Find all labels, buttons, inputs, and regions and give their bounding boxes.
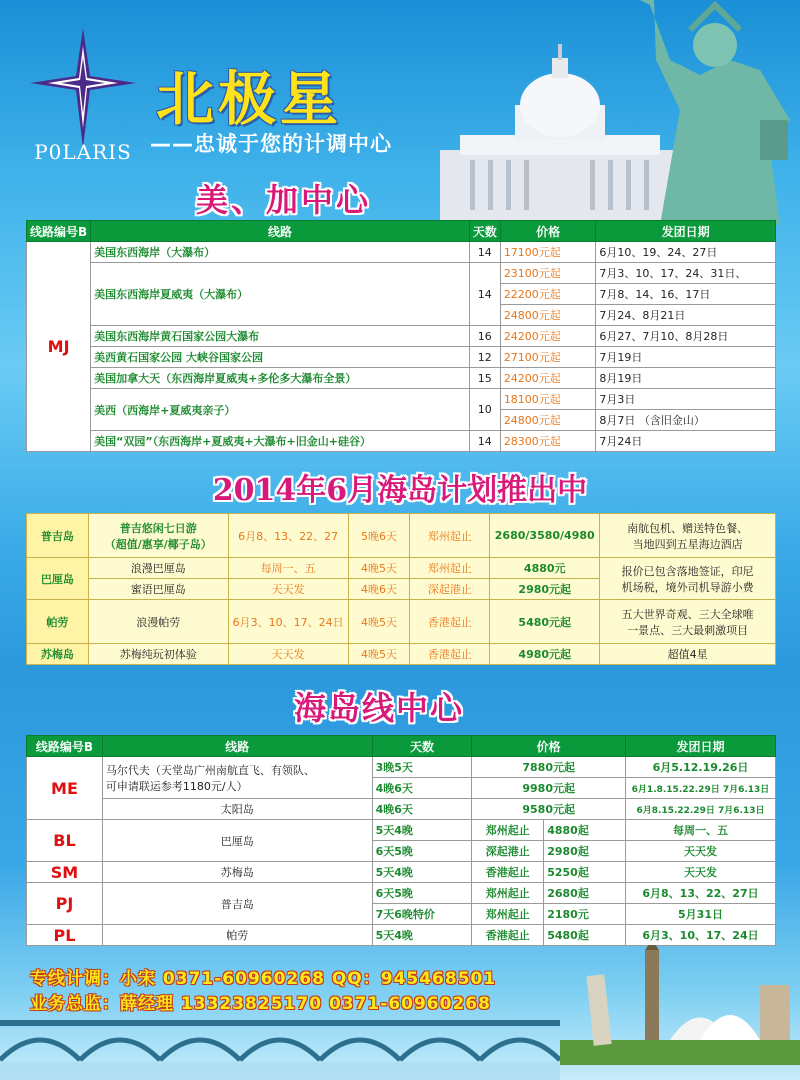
plan-price: 2680/3580/4980 [490,514,600,558]
route-name: 美国东西海岸（大瀑布） [91,242,470,263]
route-price: 9580元起 [472,799,626,820]
route-days: 16 [469,326,500,347]
plan-from: 郑州起止 [410,558,490,579]
plan-note-line: 五大世界奇观、三大全球唯 [621,607,754,621]
plan-price: 4880元 [490,558,600,579]
route-name: 太阳岛 [102,799,372,820]
col-header-days: 天数 [469,221,500,242]
section-title-island-center: 海岛线中心 [294,689,465,727]
route-dates: 8月19日 [596,368,776,389]
route-name: 美国东西海岸夏威夷（大瀑布） [91,263,470,326]
route-dates: 天天发 [626,862,776,883]
slogan: ——忠诚于您的计调中心 [150,132,392,156]
route-name-line: 马尔代夫（天堂岛广州南航直飞、有领队、 [105,763,315,777]
route-from: 郑州起止 [472,883,544,904]
island-plan-table [26,513,776,665]
route-days: 4晚6天 [372,778,472,799]
route-dates: 7月19日 [596,347,776,368]
table-row [27,389,776,410]
route-price: 27100元起 [500,347,596,368]
route-code: PJ [27,883,103,925]
route-price: 18100元起 [500,389,596,410]
statue-of-liberty-icon [620,0,800,225]
route-days: 14 [469,431,500,452]
plan-price: 4980元起 [490,644,600,665]
plan-days: 4晚6天 [348,579,410,600]
col-header-dates: 发团日期 [626,736,776,757]
route-days: 15 [469,368,500,389]
plan-from: 郑州起止 [410,514,490,558]
route-from: 香港起止 [472,925,544,946]
route-days: 5天4晚 [372,925,472,946]
route-days: 10 [469,389,500,431]
route-name [102,757,372,799]
route-days: 5天4晚 [372,862,472,883]
route-days: 6天5晚 [372,841,472,862]
route-price: 4880起 [544,820,626,841]
route-dates: 天天发 [626,841,776,862]
route-dates: 6月8.15.22.29日 7月6.13日 [626,799,776,820]
table-row [27,514,776,558]
plan-days: 4晚5天 [348,600,410,644]
route-name: 苏梅岛 [102,862,372,883]
table-row [27,799,776,820]
col-header-code: 线路编号B [27,736,103,757]
route-dates: 每周一、五 [626,820,776,841]
table-row [27,820,776,841]
plan-note-line: 一景点、三大最刺激项目 [627,623,749,637]
route-code: SM [27,862,103,883]
plan-note [600,600,776,644]
plan-note-line: 报价已包含落地签证，印尼 [621,564,754,578]
route-code: MJ [27,242,91,452]
island-name: 苏梅岛 [27,644,89,665]
plan-from: 香港起止 [410,600,490,644]
contact-line-director: 业务总监：薛经理 13323825170 0371-60960268 [30,994,491,1014]
table-header-row [27,221,776,242]
col-header-price: 价格 [472,736,626,757]
plan-note-line: 南航包机、赠送特色餐、 [627,521,749,535]
table-row [27,883,776,904]
route-name: 帕劳 [102,925,372,946]
plan-route-line: （超值/惠享/椰子岛） [104,537,212,551]
island-name: 帕劳 [27,600,89,644]
plan-price: 5480元起 [490,600,600,644]
route-price: 24800元起 [500,305,596,326]
plan-note [600,514,776,558]
section-title-island-plan: 2014年6月海岛计划推出中 [212,473,588,508]
island-name: 普吉岛 [27,514,89,558]
table-row [27,263,776,284]
route-days: 14 [469,263,500,326]
route-price: 24200元起 [500,368,596,389]
route-name: 巴厘岛 [102,820,372,862]
route-dates: 6月8、13、22、27日 [626,883,776,904]
route-dates: 6月1.8.15.22.29日 7月6.13日 [626,778,776,799]
route-name: 美国加拿大天（东西海岸夏威夷+多伦多大瀑布全景） [91,368,470,389]
world-landmarks-icon [560,945,800,1065]
route-price: 17100元起 [500,242,596,263]
route-from: 郑州起止 [472,904,544,925]
plan-days: 4晚5天 [348,644,410,665]
col-header-price: 价格 [500,221,596,242]
col-header-code: 线路编号B [27,221,91,242]
route-days: 3晚5天 [372,757,472,778]
plan-note-line: 机场税，境外司机导游小费 [621,580,754,594]
us-canada-route-table [26,220,776,452]
route-days: 5天4晚 [372,820,472,841]
logo-text: P0LARIS [34,140,132,164]
col-header-route: 线路 [91,221,470,242]
table-row [27,925,776,946]
route-name-line: 可申请联运参考1180元/人） [105,779,248,793]
route-dates: 6月5.12.19.26日 [626,757,776,778]
table-row [27,368,776,389]
plan-note: 超值4星 [600,644,776,665]
island-route-table [26,735,776,946]
route-code: ME [27,757,103,820]
route-dates: 7月8、14、16、17日 [596,284,776,305]
plan-from: 香港起止 [410,644,490,665]
table-row [27,326,776,347]
plan-dates: 6月8、13、22、27 [228,514,348,558]
island-name: 巴厘岛 [27,558,89,600]
plan-route: 浪漫帕劳 [88,600,228,644]
plan-from: 深起港止 [410,579,490,600]
plan-note-line: 当地四到五星海边酒店 [632,537,743,551]
route-days: 4晚6天 [372,799,472,820]
route-dates: 7月24、8月21日 [596,305,776,326]
route-name: 美西黄石国家公园 大峡谷国家公园 [91,347,470,368]
table-row [27,347,776,368]
route-price: 7880元起 [472,757,626,778]
plan-dates: 天天发 [228,644,348,665]
col-header-days: 天数 [372,736,472,757]
plan-days: 4晚5天 [348,558,410,579]
table-row [27,644,776,665]
plan-dates: 天天发 [228,579,348,600]
route-price: 24200元起 [500,326,596,347]
route-dates: 7月3日 [596,389,776,410]
route-price: 2980起 [544,841,626,862]
route-dates: 5月31日 [626,904,776,925]
table-row [27,242,776,263]
route-dates: 7月24日 [596,431,776,452]
route-days: 7天6晚特价 [372,904,472,925]
plan-note [600,558,776,600]
col-header-route: 线路 [102,736,372,757]
route-dates: 6月10、19、24、27日 [596,242,776,263]
route-price: 9980元起 [472,778,626,799]
route-dates: 7月3、10、17、24、31日、 [596,263,776,284]
col-header-dates: 发团日期 [596,221,776,242]
route-days: 14 [469,242,500,263]
table-row [27,862,776,883]
contact-line-scheduler: 专线计调：小宋 0371-60960268 QQ：945468501 [30,969,497,989]
plan-price: 2980元起 [490,579,600,600]
route-name: 普吉岛 [102,883,372,925]
plan-route [88,514,228,558]
plan-days: 5晚6天 [348,514,410,558]
plan-route: 浪漫巴厘岛 [88,558,228,579]
route-from: 深起港止 [472,841,544,862]
route-code: BL [27,820,103,862]
brand-title: 北极星 [156,65,343,133]
route-days: 6天5晚 [372,883,472,904]
route-dates: 6月3、10、17、24日 [626,925,776,946]
table-row [27,431,776,452]
route-price: 23100元起 [500,263,596,284]
route-dates: 6月27、7月10、8月28日 [596,326,776,347]
route-price: 2680起 [544,883,626,904]
route-name: 美国东西海岸黄石国家公园大瀑布 [91,326,470,347]
bridge-icon [0,990,560,1080]
table-row [27,558,776,579]
route-price: 22200元起 [500,284,596,305]
route-days: 12 [469,347,500,368]
route-price: 24800元起 [500,410,596,431]
plan-route: 苏梅纯玩初体验 [88,644,228,665]
table-row [27,600,776,644]
plan-route-line: 普吉悠闲七日游 [119,521,197,535]
plan-route: 蜜语巴厘岛 [88,579,228,600]
route-code: PL [27,925,103,946]
polaris-star-logo-icon [30,18,136,158]
route-price: 2180元 [544,904,626,925]
table-row [27,757,776,778]
section-title-us-canada: 美、加中心 [196,181,372,219]
route-from: 郑州起止 [472,820,544,841]
plan-dates: 6月3、10、17、24日 [228,600,348,644]
plan-dates: 每周一、五 [228,558,348,579]
route-price: 5250起 [544,862,626,883]
route-price: 28300元起 [500,431,596,452]
route-name: 美西（西海岸+夏威夷亲子） [91,389,470,431]
route-dates: 8月7日 （含旧金山） [596,410,776,431]
route-from: 香港起止 [472,862,544,883]
route-name: 美国“双园”（东西海岸+夏威夷+大瀑布+旧金山+硅谷） [91,431,470,452]
table-header-row [27,736,776,757]
route-price: 5480起 [544,925,626,946]
